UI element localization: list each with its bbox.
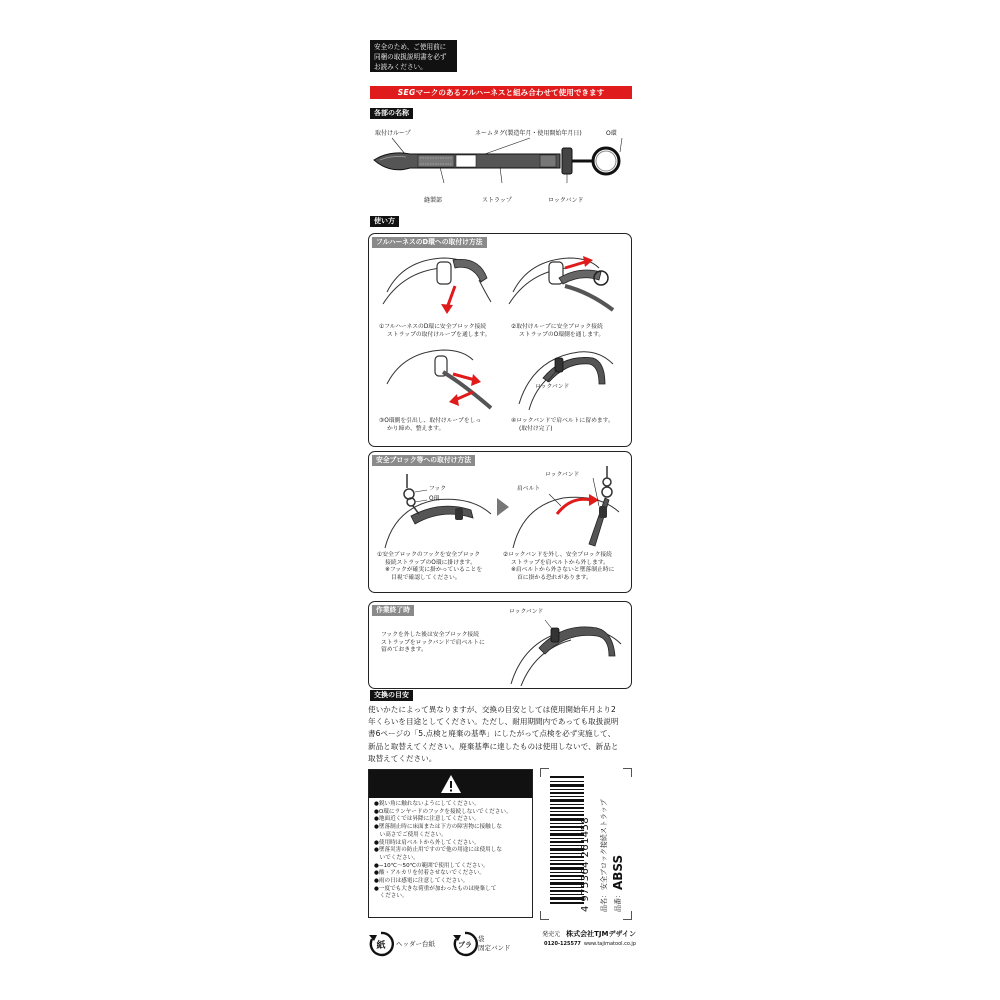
end-box-text: フックを外した後は安全ブロック接続 ストラップをロックバンドで肩ベルトに 留めておきます。 (381, 632, 485, 654)
recycle-marks (368, 931, 518, 957)
label-sewn: 縫製部 (424, 197, 443, 204)
warning-item: ●墜落制止時に床面または下方の障害物に接触しな (374, 824, 502, 831)
end-of-work-box (368, 601, 632, 689)
plastic-mark-text: プラ (458, 941, 472, 949)
warning-item: ●O環にランヤードのフックを接続しないでください。 (374, 808, 512, 815)
next-step-arrow (497, 498, 509, 516)
harness-step1-illustration (383, 252, 499, 322)
warning-triangle-icon (440, 774, 462, 794)
label-name-tag: ネームタグ(製造年月・使用開始年月日) (475, 130, 582, 137)
publisher-url: www.tajimatool.co.jp (583, 941, 636, 947)
warning-item: ●地面近くでは昇降に注意してください。 (374, 816, 480, 823)
seg-brand: SEG (397, 88, 416, 97)
product-label-area (540, 768, 632, 920)
product-code: ABSS (611, 854, 625, 890)
harness-lock-band-label: ロックバンド (535, 384, 570, 390)
product-rotated-text (580, 772, 632, 916)
product-card (366, 38, 636, 960)
block-lock-band-label: ロックバンド (545, 472, 580, 478)
usage-heading: 使い方 (370, 216, 399, 227)
warning-item: いでください。 (374, 854, 419, 861)
end-illustration (505, 610, 629, 686)
harness-step2-illustration (509, 252, 625, 322)
product-name: 安全ブロック接続ストラップ (600, 799, 608, 890)
product-name-label: 品名： (600, 891, 608, 912)
warning-item: ●雨の日は感電に注意してください。 (374, 878, 469, 885)
harness-step2-caption: ②取付けループに安全ブロック接続 ストラップのO環側を通します。 (511, 324, 605, 338)
warning-list (369, 798, 532, 901)
harness-step4-illustration (509, 344, 625, 414)
paper-recycle-icon (368, 931, 394, 957)
warning-item: い高さでご使用ください。 (374, 831, 447, 838)
warning-header (369, 770, 532, 798)
label-strap: ストラップ (482, 197, 512, 204)
harness-step3-illustration (383, 344, 499, 414)
plastic-mark-label-1: 袋 (478, 935, 485, 943)
label-o-ring: O環 (606, 130, 617, 137)
warning-item: ください。 (374, 893, 408, 900)
block-box-title: 安全ブロック等への取付け方法 (372, 455, 475, 466)
harness-step3-caption: ③O環側を引出し、取付けループをしっ かり締め、整えます。 (379, 418, 482, 432)
product-code-label: 品番： (614, 891, 622, 912)
publisher-line (518, 930, 636, 939)
block-step2-caption: ②ロックバンドを外し、安全ブロック接続 ストラップを肩ベルトから外します。 ※肩ベルトから外さないと墜落制止時に 首に掛かる恐れがあります。 (503, 552, 615, 581)
publisher-label: 発売元 (542, 931, 561, 938)
notice-line: 同梱の取扱説明書を必ず (374, 53, 447, 61)
end-box-title: 作業終了時 (372, 605, 414, 616)
replacement-heading: 交換の目安 (370, 690, 413, 701)
publisher-info (518, 930, 636, 948)
strap-parts-diagram (370, 138, 636, 198)
replacement-text: 使いかたによって異なりますが、交換の目安としては使用開始年月より2 年くらいを目途としてください。ただし、耐用期間内であっても取扱説明 書6ページの「5.点検と廃棄の基準」にしたがって点検を必ず実施して、 新品と取替えてください。廃棄基準に達したものは使用しないで、新品と 取替えてください。 (368, 705, 619, 763)
barcode (550, 776, 584, 906)
harness-attachment-box (368, 233, 632, 447)
publisher-contact (518, 940, 636, 948)
warning-item: ●使用時は肩ベルトから外してください。 (374, 839, 480, 846)
warning-item: ●一度でも大きな荷重が加わったものは廃棄して (374, 885, 497, 892)
safety-notice (370, 40, 457, 72)
paper-mark-text: 紙 (376, 941, 386, 951)
block-attachment-box (368, 451, 632, 593)
block-hook-label: フック (429, 486, 446, 492)
end-lock-band-label: ロックバンド (509, 609, 544, 615)
block-o-ring-label: O環 (429, 496, 440, 502)
block-step1-illustration (381, 470, 499, 550)
warning-item: ●墜落災害の防止用ですので他の用途には使用しな (374, 847, 502, 854)
warning-box (368, 769, 533, 918)
block-step1-caption: ①安全ブロックのフックを安全ブロック 接続ストラップのO環に掛けます。 ※フックが確実に掛かっていることを 目視で確認してください。 (377, 552, 483, 581)
harness-step4-caption: ④ロックバンドで肩ベルトに留めます。 (取付け完了) (511, 418, 614, 432)
paper-mark-label: ヘッダー台紙 (396, 940, 435, 948)
harness-step1-caption: ①フルハーネスのD環に安全ブロック接続 ストラップの取付けループを通します。 (379, 324, 491, 338)
warning-item: ●酸・アルカリを付着させないでください。 (374, 870, 485, 877)
label-loop: 取付けループ (375, 130, 411, 137)
notice-line: お読みください。 (374, 63, 427, 71)
seg-compatibility-banner (370, 86, 632, 99)
seg-banner-text: マークのあるフルハーネスと組み合わせて使用できます (415, 88, 605, 97)
parts-heading: 各部の名称 (370, 108, 413, 119)
barcode-number: 4 975364 261458 (580, 816, 591, 912)
warning-item: ●鋭い角に触れないようにしてください。 (374, 801, 480, 807)
harness-box-title: フルハーネスのD環への取付け方法 (372, 237, 487, 248)
plastic-mark-label-2: 固定バンド (478, 944, 511, 952)
publisher-phone: 0120-125577 (544, 941, 581, 947)
block-shoulder-belt-label: 肩ベルト (517, 486, 541, 492)
label-lock-band: ロックバンド (548, 197, 584, 204)
publisher-company: 株式会社TJMデザイン (566, 930, 636, 938)
warning-item: ●−10℃〜50℃の範囲で使用してください。 (374, 862, 489, 869)
plastic-recycle-icon (452, 931, 478, 957)
notice-line: 安全のため、ご使用前に (374, 43, 447, 51)
